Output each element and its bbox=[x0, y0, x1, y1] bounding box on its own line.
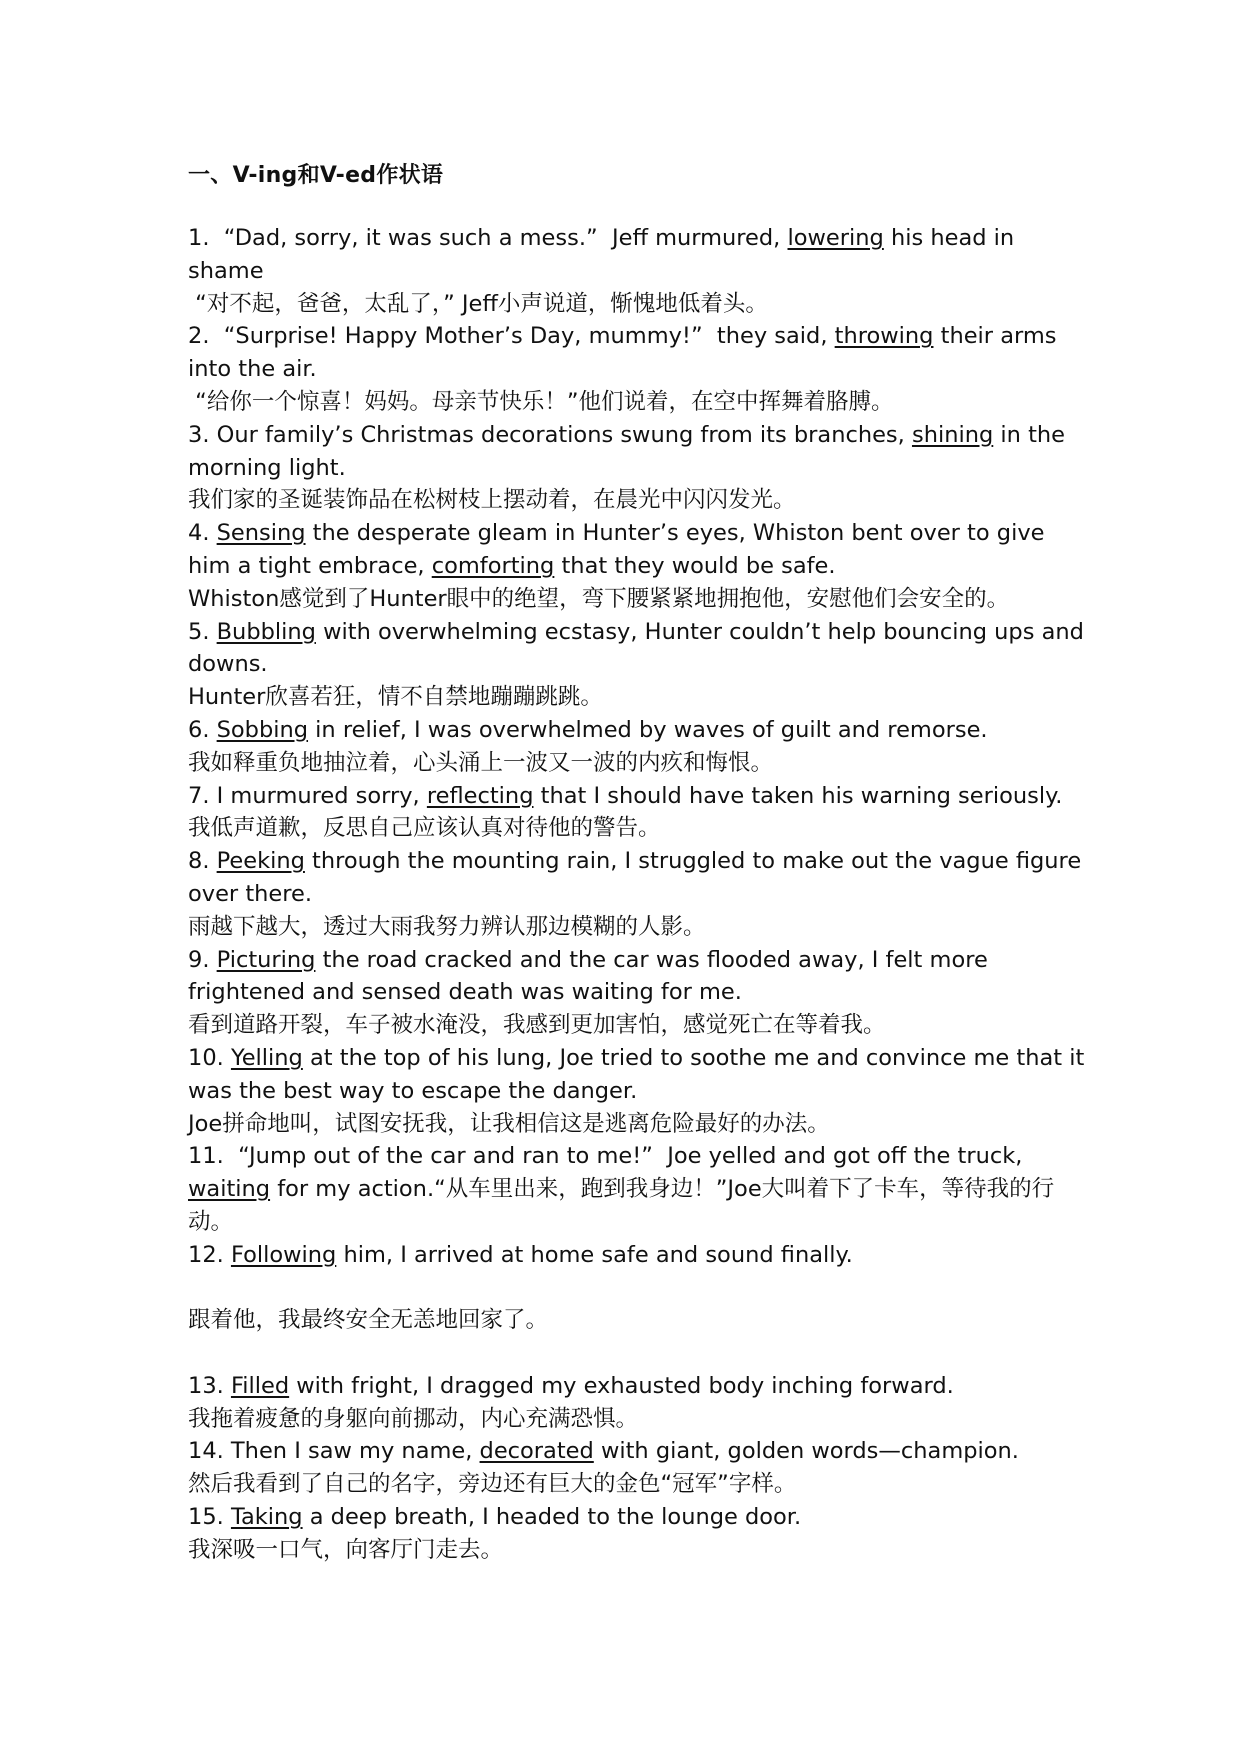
item-2-english bbox=[188, 320, 1088, 386]
item-6-chinese: 我如释重负地抽泣着，心头涌上一波又一波的内疚和悔恨。 bbox=[188, 749, 774, 776]
item-14-chinese: 然后我看到了自己的名字，旁边还有巨大的金色“冠军”字样。 bbox=[188, 1471, 797, 1498]
item-3-english bbox=[188, 419, 1088, 485]
item-3-text-pre: 3. Our family’s Christmas decorations swung from its branches, bbox=[188, 421, 912, 448]
item-2-text-pre: 2. “Surprise! Happy Mother’s Day, mummy!” they said, bbox=[188, 323, 835, 350]
item-9-text-pre: 9. bbox=[188, 946, 217, 973]
item-13-chinese: 我拖着疲惫的身躯向前挪动，内心充满恐惧。 bbox=[188, 1405, 639, 1432]
item-15-text-post: a deep breath, I headed to the lounge door. bbox=[302, 1504, 802, 1531]
item-8-text-pre: 8. bbox=[188, 848, 217, 875]
item-7-keyword: reflecting bbox=[426, 782, 534, 809]
item-4-english bbox=[188, 517, 1088, 583]
item-2-chinese: “给你一个惊喜！妈妈。母亲节快乐！”他们说着，在空中挥舞着胳膊。 bbox=[188, 388, 894, 415]
item-15-english bbox=[188, 1501, 1088, 1534]
item-5-text-post: with overwhelming ecstasy, Hunter couldn’t help bouncing ups and downs. bbox=[188, 618, 1092, 678]
item-9-chinese: 看到道路开裂，车子被水淹没，我感到更加害怕，感觉死亡在等着我。 bbox=[188, 1012, 886, 1039]
item-13-text-post: with fright, I dragged my exhausted body inching forward. bbox=[289, 1372, 954, 1399]
item-1-text-pre: 1. “Dad, sorry, it was such a mess.” Jeff murmured, bbox=[188, 225, 788, 251]
item-14-text-pre: 14. Then I saw my name, bbox=[188, 1438, 480, 1465]
item-4-text-pre: 4. bbox=[188, 520, 217, 547]
item-8-keyword: Peeking bbox=[216, 848, 305, 875]
item-6-text-pre: 6. bbox=[188, 716, 217, 743]
item-12-text-post: him, I arrived at home safe and sound finally. bbox=[336, 1241, 853, 1268]
item-13-text-pre: 13. bbox=[188, 1372, 231, 1399]
item-11-keyword: waiting bbox=[188, 1176, 271, 1203]
item-9-english bbox=[188, 944, 1088, 1010]
item-6-english bbox=[188, 714, 1088, 747]
item-1-text-post: his head in shame bbox=[188, 225, 1022, 284]
item-1-chinese: “对不起，爸爸，太乱了，” Jeff小声说道，惭愧地低着头。 bbox=[188, 290, 768, 317]
item-6-text-post: in relief, I was overwhelmed by waves of guilt and remorse. bbox=[308, 716, 988, 743]
item-4-chinese: Whiston感觉到了Hunter眼中的绝望，弯下腰紧紧地拥抱他，安慰他们会安全的。 bbox=[188, 585, 1010, 612]
item-5-keyword: Bubbling bbox=[216, 618, 316, 645]
item-10-keyword: Yelling bbox=[230, 1044, 303, 1071]
item-4-text-post: that they would be safe. bbox=[554, 552, 836, 579]
item-10-english bbox=[188, 1042, 1092, 1108]
item-11-english bbox=[188, 1140, 1088, 1238]
item-7-english bbox=[188, 780, 1088, 813]
item-7-text-pre: 7. I murmured sorry, bbox=[188, 782, 427, 809]
item-11-text-pre: 11. “Jump out of the car and ran to me!” Joe yelled and got off the truck, bbox=[188, 1143, 1030, 1170]
item-1-english bbox=[188, 222, 1088, 288]
item-8-english bbox=[188, 845, 1088, 911]
item-13-english bbox=[188, 1370, 1088, 1403]
item-2-keyword: throwing bbox=[834, 323, 934, 350]
item-10-text-pre: 10. bbox=[188, 1044, 231, 1071]
section-heading: 一、V-ing和V-ed作状语 bbox=[188, 163, 444, 188]
item-14-keyword: decorated bbox=[479, 1438, 594, 1465]
item-11-text-post: for my action.“从车里出来，跑到我身边！”Joe大叫着下了卡车，等待我的行动。 bbox=[188, 1176, 1055, 1235]
item-15-text-pre: 15. bbox=[188, 1504, 231, 1531]
item-3-keyword: shining bbox=[911, 421, 994, 448]
item-12-keyword: Following bbox=[230, 1241, 337, 1268]
item-8-text-post: through the mounting rain, I struggled to make out the vague figure over there. bbox=[188, 848, 1089, 907]
item-3-text-post: in the morning light. bbox=[188, 421, 1073, 481]
item-13-keyword: Filled bbox=[230, 1372, 290, 1399]
item-4-text-mid: the desperate gleam in Hunter’s eyes, Whiston bent over to give him a tight embrace, bbox=[188, 520, 1052, 579]
item-10-chinese: Joe拼命地叫，试图安抚我，让我相信这是逃离危险最好的办法。 bbox=[188, 1110, 830, 1137]
item-12-chinese: 跟着他，我最终安全无恙地回家了。 bbox=[188, 1307, 549, 1334]
item-4-keyword: Sensing bbox=[216, 520, 306, 547]
item-14-english bbox=[188, 1435, 1088, 1468]
item-7-chinese: 我低声道歉，反思自己应该认真对待他的警告。 bbox=[188, 815, 661, 842]
item-8-chinese: 雨越下越大，透过大雨我努力辨认那边模糊的人影。 bbox=[188, 913, 706, 940]
item-14-text-post: with giant, golden words—champion. bbox=[593, 1438, 1019, 1465]
item-10-text-post: at the top of his lung, Joe tried to soothe me and convince me that it was the best way to escape the danger. bbox=[188, 1044, 1092, 1104]
item-2-text-post: their arms into the air. bbox=[188, 323, 1064, 383]
item-3-chinese: 我们家的圣诞装饰品在松树枝上摆动着，在晨光中闪闪发光。 bbox=[188, 487, 796, 514]
item-9-keyword: Picturing bbox=[216, 946, 316, 973]
item-4-keyword-2: comforting bbox=[431, 552, 555, 579]
item-6-keyword: Sobbing bbox=[216, 716, 309, 743]
item-1-keyword: lowering bbox=[787, 225, 884, 251]
item-15-chinese: 我深吸一口气，向客厅门走去。 bbox=[188, 1536, 504, 1563]
item-9-text-post: the road cracked and the car was flooded away, I felt more frightened and sensed death was waiting for me. bbox=[188, 946, 995, 1006]
item-5-text-pre: 5. bbox=[188, 618, 217, 645]
item-15-keyword: Taking bbox=[230, 1504, 303, 1531]
item-7-text-post: that I should have taken his warning seriously. bbox=[533, 782, 1063, 809]
item-5-chinese: Hunter欣喜若狂，情不自禁地蹦蹦跳跳。 bbox=[188, 684, 603, 711]
item-12-english bbox=[188, 1239, 1088, 1272]
item-5-english bbox=[188, 616, 1092, 682]
document-page bbox=[188, 160, 1092, 1567]
item-12-text-pre: 12. bbox=[188, 1241, 231, 1268]
